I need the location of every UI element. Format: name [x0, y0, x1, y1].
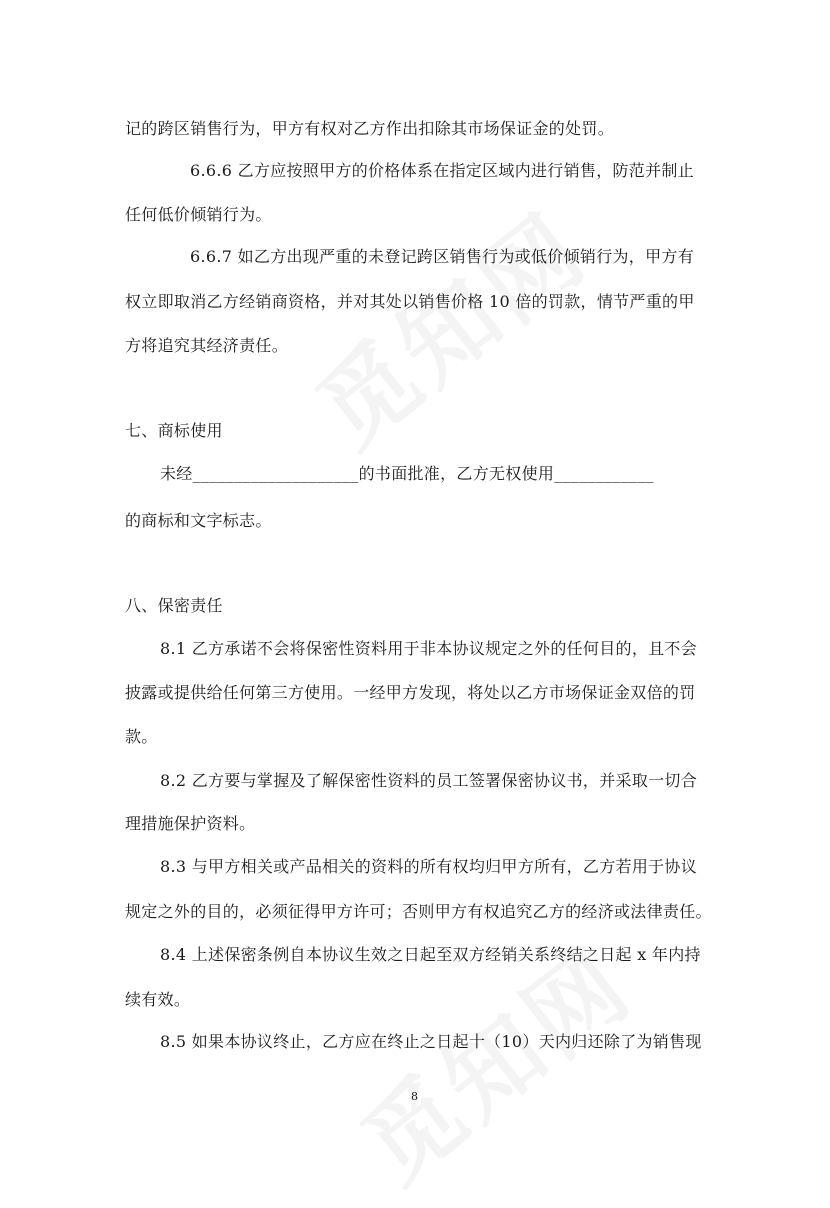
paragraph-line: 的商标和文字标志。 — [125, 511, 272, 530]
watermark-text — [285, 177, 610, 473]
paragraph-line: 理措施保护资料。 — [125, 814, 256, 833]
section-heading: 七、商标使用 — [125, 421, 223, 440]
paragraph-line: 续有效。 — [125, 990, 191, 1009]
paragraph-line: 款。 — [125, 727, 158, 746]
paragraph-line: 权立即取消乙方经销商资格，并对其处以销售价格 10 倍的罚款，情节严重的甲 — [125, 292, 695, 311]
paragraph-line: 规定之外的目的，必须征得甲方许可；否则甲方有权追究乙方的经济或法律责任。 — [125, 902, 712, 921]
paragraph-line: 8.5 如果本协议终止，乙方应在终止之日起十（10）天内归还除了为销售现 — [160, 1032, 702, 1051]
paragraph-line: 8.1 乙方承诺不会将保密性资料用于非本协议规定之外的任何目的，且不会 — [160, 639, 698, 658]
paragraph-line: 未经____________________的书面批准，乙方无权使用____________ — [160, 464, 654, 483]
paragraph-line: 披露或提供给任何第三方使用。一经甲方发现，将处以乙方市场保证金双倍的罚 — [125, 683, 696, 702]
paragraph-line: 任何低价倾销行为。 — [125, 205, 272, 224]
paragraph-line: 6.6.6 乙方应按照甲方的价格体系在指定区域内进行销售，防范并制止 — [190, 161, 694, 180]
section-heading: 八、保密责任 — [125, 596, 223, 615]
paragraph-line: 8.2 乙方要与掌握及了解保密性资料的员工签署保密协议书，并采取一切合 — [160, 771, 698, 790]
paragraph-line: 6.6.7 如乙方出现严重的未登记跨区销售行为或低价倾销行为，甲方有 — [190, 247, 694, 266]
paragraph-line: 方将追究其经济责任。 — [125, 336, 289, 355]
paragraph-line: 8.4 上述保密条例自本协议生效之日起至双方经销关系终结之日起 x 年内持 — [160, 945, 701, 964]
paragraph-line: 记的跨区销售行为，甲方有权对乙方作出扣除其市场保证金的处罚。 — [125, 119, 615, 138]
page-number: 8 — [411, 1090, 418, 1103]
paragraph-line: 8.3 与甲方相关或产品相关的资料的所有权均归甲方所有，乙方若用于协议 — [160, 857, 698, 876]
